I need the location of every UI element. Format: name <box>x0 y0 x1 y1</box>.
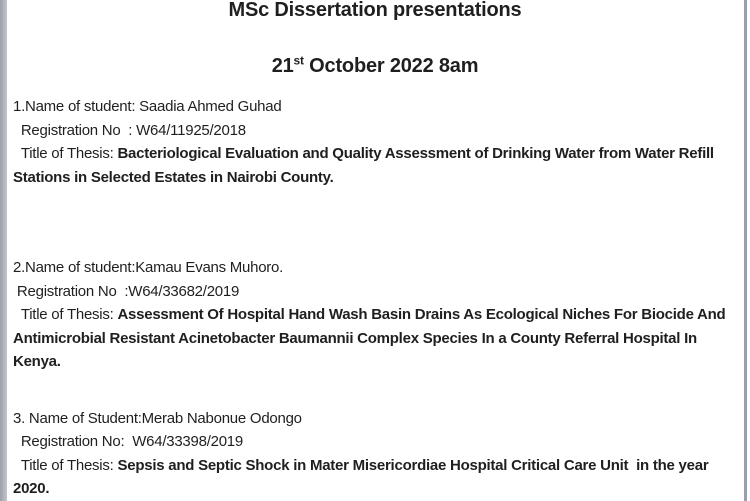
registration-number-line: Registration No: W64/33398/2019 <box>13 433 243 450</box>
thesis-title-text: Sepsis and Septic Shock in Mater Misericordiae Hospital Critical Care Unit in the year 2020. <box>13 456 713 497</box>
date-day: 21 <box>271 55 294 77</box>
thesis-title-label: Title of Thesis: <box>13 306 118 323</box>
student-entry-3 <box>13 407 737 501</box>
page-left-edge <box>0 0 7 501</box>
thesis-title-line <box>13 142 737 189</box>
student-entry-2 <box>13 256 737 374</box>
thesis-title-text: Assessment Of Hospital Hand Wash Basin Drains As Ecological Niches For Biocide And Antimicrobial Resistant Acinetobacter Baumannii Complex Species In a County Referral Hospital In Kenya. <box>13 306 729 370</box>
page-right-edge <box>744 0 747 501</box>
thesis-title-line <box>13 303 737 374</box>
document-title: MSc Dissertation presentations <box>228 0 522 21</box>
thesis-title-text: Bacteriological Evaluation and Quality Assessment of Drinking Water from Water Refill Stations in Selected Estates in Nairobi County. <box>13 145 718 186</box>
student-name-line: 1.Name of student: Saadia Ahmed Guhad <box>13 98 282 115</box>
student-name-line: 2.Name of student:Kamau Evans Muhoro. <box>13 259 284 276</box>
registration-number-line: Registration No :W64/33682/2019 <box>13 282 240 300</box>
student-entry-1 <box>13 95 737 189</box>
date-rest: October 2022 8am <box>303 55 479 77</box>
student-name-line: 3. Name of Student:Merab Nabonue Odongo <box>13 409 302 427</box>
document-content <box>7 0 741 501</box>
session-datetime <box>13 54 737 78</box>
thesis-title-label: Title of Thesis: <box>13 145 118 162</box>
registration-number-line: Registration No : W64/11925/2018 <box>13 121 246 139</box>
thesis-title-label: Title of Thesis: <box>13 456 118 474</box>
date-ordinal-suffix: st <box>293 53 304 68</box>
thesis-title-line <box>13 454 737 501</box>
